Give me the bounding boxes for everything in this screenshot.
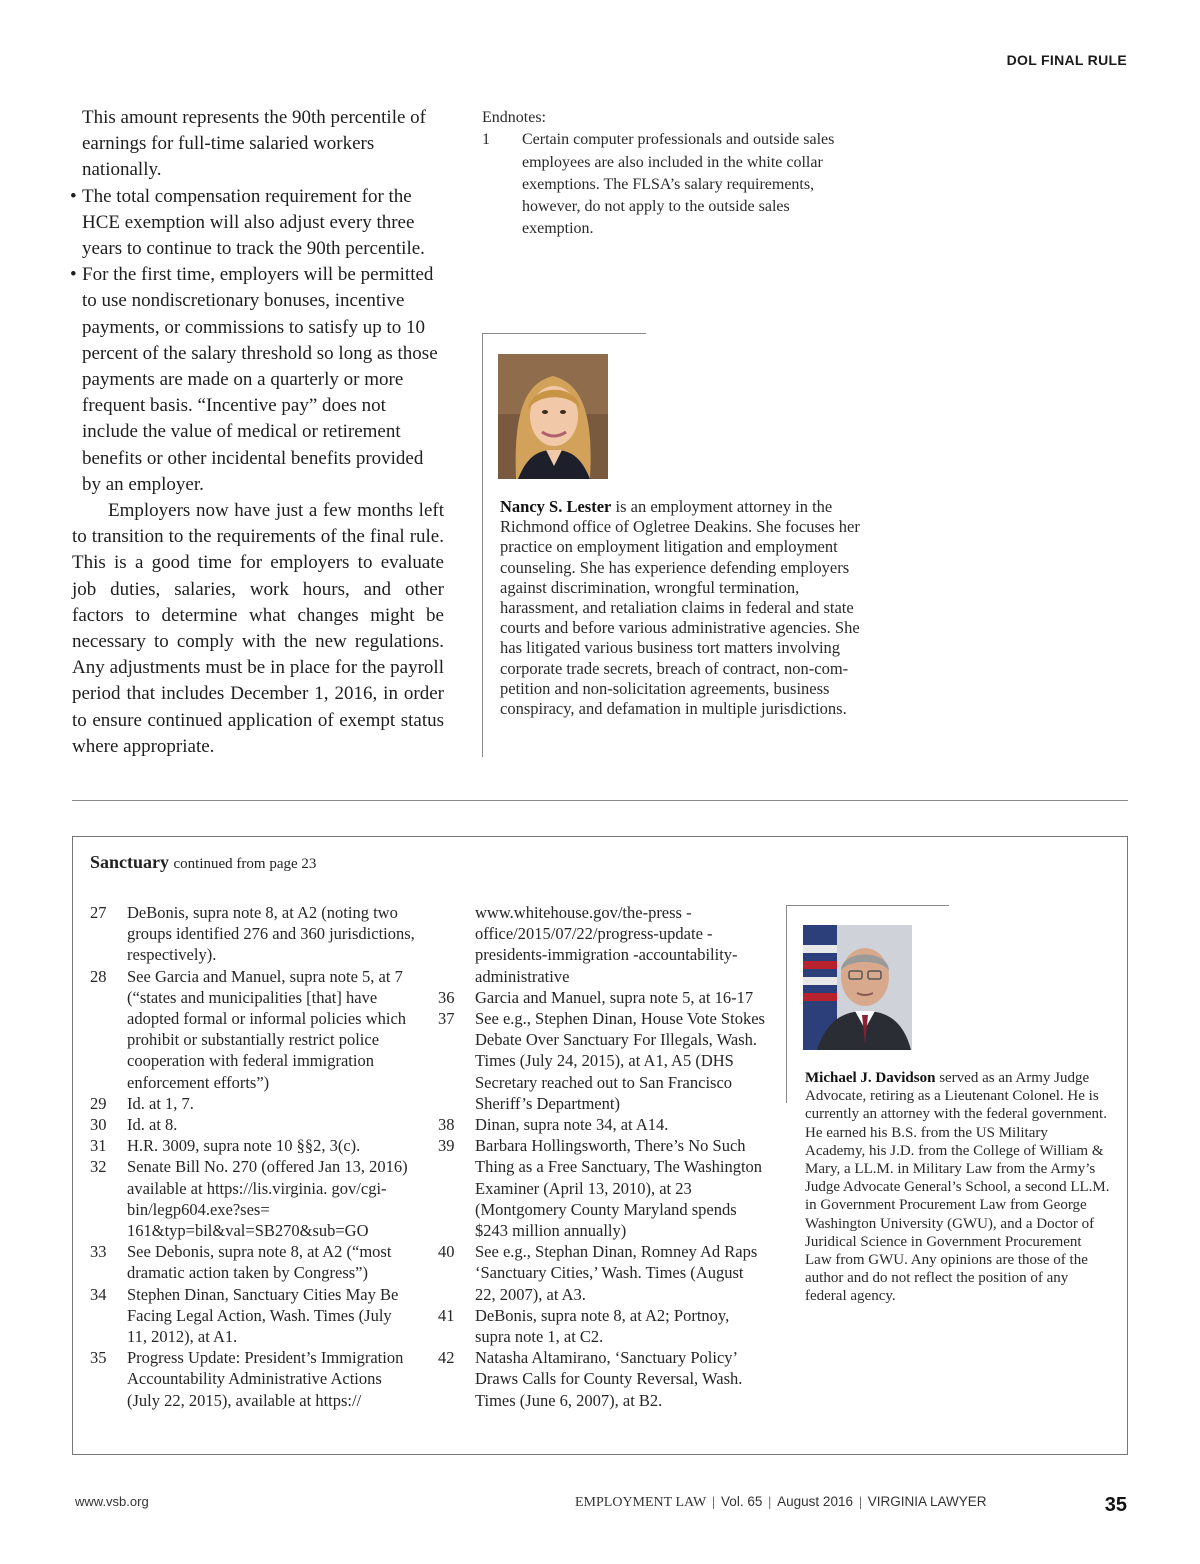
note-number: 35 (90, 1348, 107, 1368)
note-item (90, 1135, 415, 1156)
author-box-rule (786, 905, 949, 906)
author-photo-davidson (803, 925, 912, 1050)
note-item (90, 1241, 415, 1283)
note-number: 39 (438, 1136, 455, 1156)
note-number: 27 (90, 903, 107, 922)
bullet-list (72, 184, 444, 498)
footer-section: EMPLOYMENT LAW (575, 1495, 707, 1510)
note-number: 40 (438, 1242, 455, 1262)
note-text: H.R. 3009, supra note 10 §§2, 3(c). (127, 1136, 361, 1156)
author-name: Nancy S. Lester (500, 497, 612, 516)
section-divider (72, 800, 1128, 801)
note-number: 29 (90, 1093, 107, 1113)
note-text: DeBonis, supra note 8, at A2 (noting two groups identified 276 and 360 jurisdictions, respectively). (127, 903, 415, 965)
note-number: 30 (90, 1115, 107, 1135)
footer-date: August 2016 (777, 1494, 853, 1509)
endnotes (482, 107, 862, 241)
note-text: See e.g., Stephan Dinan, Romney Ad Raps ‘Sanctuary Cities,’ Wash. Times (August 22, 2007), at A3. (475, 1242, 758, 1304)
note-number: 41 (438, 1305, 455, 1325)
note-item (438, 1114, 768, 1135)
article-column (72, 105, 444, 760)
note-item (438, 1135, 768, 1241)
note-item (90, 1284, 415, 1348)
note-item (90, 1347, 415, 1411)
note-text: Garcia and Manuel, supra note 5, at 16-17 (475, 987, 754, 1007)
note-item (90, 966, 415, 1093)
sidebar-continued-label: continued from page 23 (173, 856, 317, 872)
note-text: Barbara Hollingsworth, There’s No Such Thing as a Free Sanctuary, The Washington Examiner (April 13, 2010), at 23 (Montgomery County Maryland spends $243 million annually) (475, 1136, 763, 1241)
note-text: See Debonis, supra note 8, at A2 (“most dramatic action taken by Congress”) (127, 1242, 392, 1283)
note-item (90, 1093, 415, 1114)
bullet-item: • The total compensation requirement for the HCE exemption will also adjust every three years to continue to track the 90th percentile. (72, 184, 444, 263)
bullet-item: • For the first time, employers will be permitted to use nondiscretionary bonuses, incentive payments, or commissions to satisfy up to 10 percent of the salary threshold so long as those payments are made on a quarterly or more frequent basis. “Incentive pay” does not include the value of medical or retirement benefits or other incidental benefits provided by an employer. (72, 262, 444, 498)
note-number: 28 (90, 966, 107, 986)
author-box-rule (482, 333, 646, 334)
note-text: Senate Bill No. 270 (offered Jan 13, 2016) available at https://lis.virginia. gov/cgi-bin/legp604.exe?ses= 161&typ=bil&val=SB270&sub=GO (127, 1157, 408, 1241)
author-bio-text: served as an Army Judge Advocate, retiring as a Lieutenant Colonel. He is currently an attorney with the federal government. He earned his B.S. from the US Military Academy, his J.D. from the College of William & Mary, a LL.M. in Military Law from the Army’s Judge Advocate General’s School, a second LL.M. in Government Procurement Law from George Washington University (GWU), and a Doctor of Juridical Science in Government Procurement Law from GWU. Any opinions are those of the author and do not reflect the position of any federal agency. (805, 1070, 1110, 1305)
note-number: 36 (438, 987, 455, 1007)
page-number: 35 (1104, 1494, 1127, 1516)
note-number: 31 (90, 1136, 107, 1156)
note-item (438, 1347, 768, 1411)
note-number-spacer (438, 902, 475, 987)
note-item (438, 902, 768, 987)
endnotes-heading: Endnotes: (482, 109, 546, 126)
author-box-rule (786, 905, 787, 1103)
note-text: Dinan, supra note 34, at A14. (475, 1115, 669, 1135)
notes-column-right (438, 902, 768, 1411)
note-text: Id. at 1, 7. (127, 1093, 194, 1113)
notes-column-left (90, 902, 415, 1411)
note-text: Progress Update: President’s Immigration Accountability Administrative Actions (July 22, 2015), available at https:// (127, 1348, 404, 1410)
author-bio-text: is an employment attorney in the Richmond office of Ogletree Deakins. She focuses her practice on employment litigation and employment counseling. She has experience defending employers against discrimination, wrongful termination, harassment, and retaliation claims in federal and state courts and before various administrative agencies. She has litigated various business tort matters involving corporate trade secrets, breach of contract, non-competition and non-solicitation agreements, business conspiracy, and defamation in multiple jurisdictions. (500, 497, 860, 719)
note-item (438, 1305, 768, 1347)
note-number: 34 (90, 1284, 107, 1304)
note-number: 37 (438, 1009, 455, 1029)
note-text: See e.g., Stephen Dinan, House Vote Stokes Debate Over Sanctuary For Illegals, Wash. Times (July 24, 2015), at A1, A5 (DHS Secretary reached out to San Francisco Sheriff’s Department) (475, 1009, 765, 1113)
note-item (90, 902, 415, 966)
footer-volume: Vol. 65 (721, 1494, 763, 1509)
note-text: DeBonis, supra note 8, at A2; Portnoy, supra note 1, at C2. (475, 1305, 730, 1347)
note-text: See Garcia and Manuel, supra note 5, at 7 (“states and municipalities [that] have adopted formal or informal policies which prohibit or substantially restrict police cooperation with federal immigration enforcement efforts”) (127, 966, 407, 1092)
note-item (438, 1008, 768, 1114)
footer-url: www.vsb.org (75, 1494, 149, 1509)
note-number: 32 (90, 1157, 107, 1177)
author-box-rule (482, 333, 483, 757)
author-name: Michael J. Davidson (805, 1070, 936, 1086)
note-item (438, 987, 768, 1008)
footer-publication: VIRGINIA LAWYER (867, 1494, 987, 1509)
endnote-number: 1 (482, 131, 490, 149)
note-number: 38 (438, 1115, 455, 1135)
note-item (438, 1241, 768, 1305)
sidebar-title: Sanctuary (90, 852, 170, 872)
note-text-continuation: www.whitehouse.gov/the-press -office/2015/07/22/progress-update -presidents-immigration -accountability-administrative (475, 903, 738, 986)
running-head: DOL FINAL RULE (1006, 52, 1127, 68)
footer-info: EMPLOYMENT LAW | Vol. 65 | August 2016 | VIRGINIA LAWYER (575, 1494, 987, 1510)
closing-paragraph: Employers now have just a few months left to transition to the requirements of the final rule. This is a good time for employers to evaluate job duties, salaries, work hours, and other factors to determine what changes might be necessary to comply with the new regulations. Any adjustments must be in place for the payroll period that includes December 1, 2016, in order to ensure continued application of exempt status where appropriate. (72, 500, 444, 757)
note-text: Stephen Dinan, Sanctuary Cities May Be Facing Legal Action, Wash. Times (July 11, 2012), at A1. (127, 1284, 399, 1347)
note-number: 42 (438, 1348, 455, 1368)
author-bio-lester (500, 497, 862, 719)
note-text: Natasha Altamirano, ‘Sanctuary Policy’ Draws Calls for County Reversal, Wash. Times (June 6, 2007), at B2. (475, 1348, 743, 1410)
endnote-text: Certain computer professionals and outside sales employees are also included in the white collar exemptions. The FLSA’s salary requirements, however, do not apply to the outside sales exemption. (522, 131, 835, 238)
note-text: Id. at 8. (127, 1115, 178, 1135)
author-bio-davidson (805, 1069, 1110, 1306)
note-item (90, 1156, 415, 1241)
note-item (90, 1114, 415, 1135)
continuation-text: This amount represents the 90th percentile of earnings for full-time salaried workers nationally. (82, 107, 427, 181)
endnote-item (482, 129, 862, 240)
sidebar-heading (90, 852, 316, 873)
author-photo-lester (498, 354, 608, 479)
note-number: 33 (90, 1242, 107, 1262)
